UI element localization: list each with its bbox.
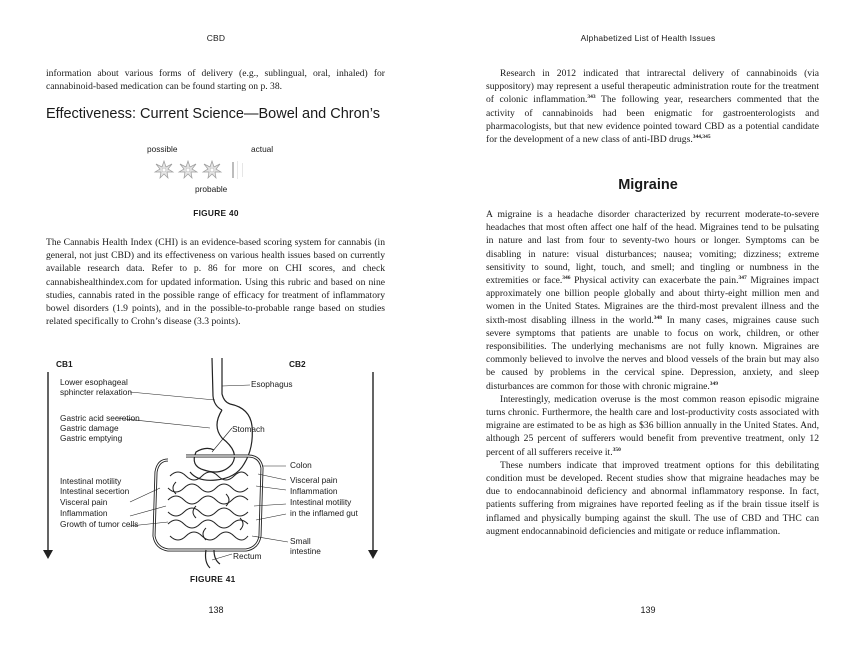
ref-349: 349 xyxy=(709,380,719,387)
p1-text-b: The following year, researchers commented that the activity of cannabinoids had been enigmatic for gastroenterologists and pharmacologists, but that new evidence pointed toward CBD as a potential candidate for the development of a new class of anti-IBD drugs. xyxy=(486,94,819,146)
rating-leaf-2-icon xyxy=(179,161,197,178)
cannabis-leaf-rating-icons xyxy=(140,156,300,186)
inflammation-right-label: Inflammation xyxy=(290,486,338,496)
small-intestine-shape xyxy=(168,472,248,540)
intro-text: information about various forms of delivery (e.g., sublingual, oral, inhaled) for cannabinoid-based medication can be found starting on p. 38. xyxy=(46,68,385,93)
intro-paragraph xyxy=(46,67,385,93)
rating-leaf-partial-icon xyxy=(232,161,243,179)
rating-label-actual: actual xyxy=(251,144,274,154)
ref-346: 346 xyxy=(562,275,571,282)
digestive-system-diagram xyxy=(0,356,432,571)
intestine-label: intestine xyxy=(290,546,321,556)
figure-40-caption: FIGURE 40 xyxy=(193,208,239,218)
intestinal-motility-right-label: Intestinal motility xyxy=(290,497,352,507)
right-paragraph-3 xyxy=(486,393,819,459)
right-paragraph-2 xyxy=(486,208,819,393)
rectum-shape xyxy=(206,550,221,568)
gastric-emptying-label: Gastric emptying xyxy=(60,433,123,443)
rating-leaf-1-icon xyxy=(155,161,173,178)
chi-text: The Cannabis Health Index (CHI) is an evidence-based scoring system for cannabis (in general, not just CBD) and its effectiveness on various health issues based on currently available research data. Refer to p. 86 for more on CHI scores, and check cannabishealthindex.com for updated information. Using this rubric and based on nine studies, cannabis rated in the possible range of efficacy for treatment of inflammatory bowel disorders (1.9 points), and in the possible-to-probable range based on studies related specifically to Crohn’s disease (3.3 points). xyxy=(46,237,385,328)
p3-text-a: Interestingly, medication overuse is the most common reason episodic migraine turns chronic. Furthermore, the health care and lost-productivity costs associated with migraine are estimated to be as high as $36 billion annually in the United States. And, although 25 percent of sufferers would benefit from preventive treatment, only 12 percent of all sufferers receive it. xyxy=(486,393,819,458)
chi-paragraph xyxy=(46,236,385,328)
gastric-acid-label: Gastric acid secretion xyxy=(60,413,140,423)
cb1-label: CB1 xyxy=(56,359,73,369)
sphincter-relaxation-label: sphincter relaxation xyxy=(60,387,132,397)
cb1-arrow-icon xyxy=(43,372,53,559)
ref-344-345: 344,345 xyxy=(692,134,711,141)
ref-350: 350 xyxy=(612,446,621,453)
inflammation-left-label: Inflammation xyxy=(60,508,108,518)
stomach-label: Stomach xyxy=(232,424,265,434)
section-heading: Effectiveness: Current Science—Bowel and Chron’s xyxy=(46,106,380,122)
rating-label-probable: probable xyxy=(195,184,228,194)
cb2-label: CB2 xyxy=(289,359,306,369)
figure-41-caption: FIGURE 41 xyxy=(190,574,236,584)
ref-347: 347 xyxy=(738,275,747,282)
p2-text-a: A migraine is a headache disorder characterized by recurrent moderate-to-severe headaches that most often affect one half of the head. Migraines tend to be pulsating in nature and last from four to seventy-two hours or longer. Symptoms can be disabling in nature: visual disturbances; nausea; vomiting; dizziness; extreme sensitivity to sound, light, touch, and smell; and tingling or numbness in the extremities or face. xyxy=(486,209,819,287)
right-body-text xyxy=(486,208,819,538)
lower-esophageal-label: Lower esophageal xyxy=(60,377,128,387)
esophagus-label: Esophagus xyxy=(251,379,293,389)
ref-348: 348 xyxy=(653,314,663,321)
inflamed-gut-label: in the inflamed gut xyxy=(290,508,358,518)
page-number-right: 139 xyxy=(640,605,656,615)
migraine-heading: Migraine xyxy=(618,177,678,193)
cb2-arrow-icon xyxy=(368,372,378,559)
esophagus-shape xyxy=(212,358,230,410)
p2-text-c: Migraines impact approximately one billion people globally and about thirty-eight million men and women in the United States. Migraines are the third-most prevalent illness and the sixth-most disabling illness in the world. xyxy=(486,275,819,326)
visceral-pain-right-label: Visceral pain xyxy=(290,475,338,485)
p2-text-d: In many cases, migraines cause such severe symptoms that patients are unable to focus on work, children, or other responsibilities. The underlying mechanisms are not fully known. Migraines are commonly believed to involve the nerves and blood vessels of the brain but may also be caused by problems in the cervical spine. Depression, anxiety, and sleep disturbances are common for those with chronic migraine. xyxy=(486,314,819,392)
p1-text-a: Research in 2012 indicated that intrarectal delivery of cannabinoids (via suppository) may represent a useful therapeutic administration route for the treatment of colonic inflammation. xyxy=(486,68,819,106)
stomach-shape xyxy=(194,410,234,472)
rectum-label: Rectum xyxy=(233,551,262,561)
intestinal-motility-label: Intestinal motility xyxy=(60,476,122,486)
small-label: Small xyxy=(290,536,311,546)
visceral-pain-left-label: Visceral pain xyxy=(60,497,108,507)
running-head-right: Alphabetized List of Health Issues xyxy=(580,33,716,43)
intestinal-secretion-label: Intestinal secertion xyxy=(60,486,130,496)
running-head-left: CBD xyxy=(206,33,226,43)
p2-text-b: Physical activity can exacerbate the pain. xyxy=(570,275,739,287)
right-paragraph-4: These numbers indicate that improved treatment options for this debilitating condition must be developed. Recent studies show that migraine headaches may be due to endocannabinoid deficiency and abnormal inflammatory response. In fact, patients suffering from migraines have reported feeling as if the brain tissue itself is inflamed and physically bumping against the skull. The use of CBD and THC can augment endocannabinoid deficiencies and mitigate or reduce inflammation. xyxy=(486,459,819,537)
colon-label: Colon xyxy=(290,460,312,470)
rating-leaf-3-icon xyxy=(203,161,221,178)
tumor-growth-label: Growth of tumor cells xyxy=(60,519,139,529)
rating-label-possible: possible xyxy=(147,144,178,154)
rating-widget xyxy=(140,144,300,196)
ref-343: 343 xyxy=(587,94,596,101)
gastric-damage-label: Gastric damage xyxy=(60,423,119,433)
page-number-left: 138 xyxy=(208,605,224,615)
right-paragraph-1 xyxy=(486,67,819,146)
